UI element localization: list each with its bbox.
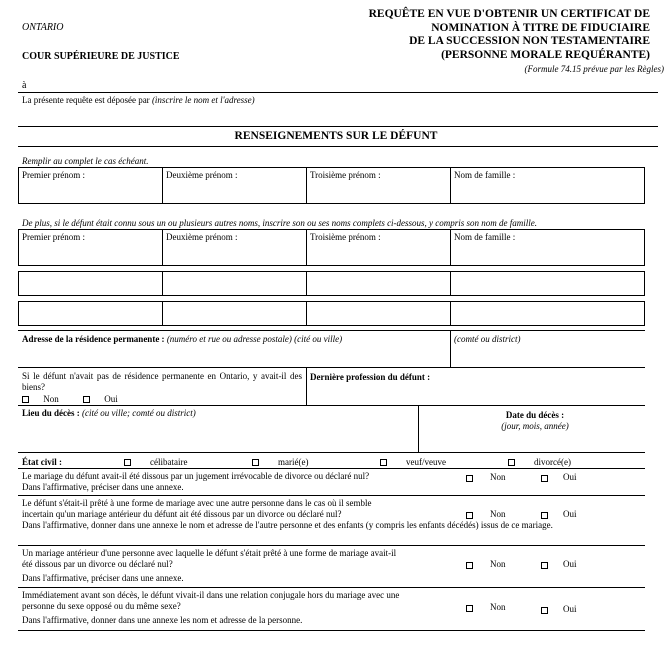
residence-field[interactable] [22, 334, 342, 345]
col-divider [306, 367, 307, 405]
deposit-line[interactable] [18, 126, 658, 127]
q3-yes-checkbox[interactable] [541, 562, 548, 569]
alias-last-name-field[interactable]: Nom de famille : [454, 232, 516, 242]
single-checkbox[interactable] [124, 459, 131, 466]
deposit-text: La présente requête est déposée par [22, 95, 150, 105]
form-title-line: NOMINATION À TITRE DE FIDUCIAIRE [431, 21, 650, 34]
property-answers [22, 394, 118, 405]
question-3-note: Dans l'affirmative, préciser dans une annexe. [22, 573, 184, 583]
deposit-label [22, 95, 255, 106]
q1-yes-label: Oui [563, 472, 577, 482]
alias-third-name-field[interactable]: Troisième prénom : [310, 232, 381, 242]
divorced-checkbox[interactable] [508, 459, 515, 466]
form-reference: (Formule 74.15 prévue par les Règles) [524, 64, 664, 74]
county-field[interactable]: (comté ou district) [454, 334, 521, 344]
col-divider [306, 301, 307, 326]
q2-yes-checkbox[interactable] [541, 512, 548, 519]
section-divider [18, 146, 658, 147]
a-label: à [22, 80, 27, 91]
q2-no-label: Non [490, 509, 506, 519]
residence-label: Adresse de la résidence permanente : [22, 334, 165, 344]
q1-no-label: Non [490, 472, 506, 482]
fill-instruction: Remplir au complet le cas échéant. [22, 156, 149, 166]
question-3-line-1: Un mariage antérieur d'une personne avec laquelle le défunt s'était prêté à une forme de mariage avait-il [22, 548, 397, 558]
profession-field[interactable]: Dernière profession du défunt : [310, 372, 431, 382]
col-divider [450, 301, 451, 326]
q4-yes-label: Oui [563, 604, 577, 614]
q3-no-label: Non [490, 559, 506, 569]
alias-name-row-3 [18, 301, 645, 326]
question-2-note: Dans l'affirmative, donner dans une annexe le nom et adresse de l'autre personne et des enfants (y compris les enfants décédés) issus de ce mariage. [22, 520, 553, 530]
col-divider [450, 330, 451, 367]
question-2-line-1: Le défunt s'était-il prêté à une forme de mariage avec une autre personne dans le cas où il semble [22, 498, 372, 508]
q2-bottom-line [18, 545, 645, 546]
q1-bottom-line [18, 495, 645, 496]
death-place-label: Lieu du décès : [22, 408, 80, 418]
property-no-checkbox[interactable] [22, 396, 29, 403]
court-name: COUR SUPÉRIEURE DE JUSTICE [22, 51, 180, 62]
form-title-line: DE LA SUCCESSION NON TESTAMENTAIRE [409, 35, 650, 47]
section-title: RENSEIGNEMENTS SUR LE DÉFUNT [234, 130, 438, 142]
q4-bottom-line [18, 630, 645, 631]
a-line[interactable] [18, 92, 658, 93]
alias-name-row-2 [18, 271, 645, 296]
form-title-line: REQUÊTE EN VUE D'OBTENIR UN CERTIFICAT DE [368, 8, 650, 20]
col-divider [162, 229, 163, 266]
civil-bottom-line [18, 468, 645, 469]
death-date-hint: (jour, mois, année) [501, 421, 569, 431]
province-label: ONTARIO [22, 22, 64, 33]
q3-yes-label: Oui [563, 559, 577, 569]
residence-bottom-line [18, 367, 645, 368]
question-3-line-2: été dissous par un divorce ou déclaré nul? [22, 559, 173, 569]
q2-no-checkbox[interactable] [466, 512, 473, 519]
q3-bottom-line [18, 587, 645, 588]
married-label: marié(e) [278, 457, 309, 467]
death-place-hint: (cité ou ville; comté ou district) [82, 408, 196, 418]
property-yes-checkbox[interactable] [83, 396, 90, 403]
death-bottom-line [18, 452, 645, 453]
property-yes-label: Oui [104, 394, 118, 404]
death-date-label[interactable]: Date du décès : [505, 410, 565, 420]
death-place-field[interactable] [22, 408, 196, 419]
residence-top-line [18, 330, 645, 331]
property-question: Si le défunt n'avait pas de résidence permanente en Ontario, y avait-il des biens? [22, 371, 302, 392]
question-4-line-1: Immédiatement avant son décès, le défunt vivait-il dans une relation conjugale hors du mariage avec une [22, 590, 400, 600]
col-divider [162, 301, 163, 326]
q2-yes-label: Oui [563, 509, 577, 519]
q1-no-checkbox[interactable] [466, 475, 473, 482]
form-title [310, 8, 650, 62]
q1-yes-checkbox[interactable] [541, 475, 548, 482]
question-1-note: Dans l'affirmative, préciser dans une annexe. [22, 482, 184, 492]
property-no-label: Non [43, 394, 59, 404]
deposit-hint: (inscrire le nom et l'adresse) [151, 95, 255, 105]
col-divider [418, 405, 419, 452]
q3-no-checkbox[interactable] [466, 562, 473, 569]
question-1-text: Le mariage du défunt avait-il été dissous par un jugement irrévocable de divorce ou déclaré nul? [22, 471, 370, 481]
third-name-field[interactable]: Troisième prénom : [310, 170, 381, 180]
property-bottom-line [18, 405, 645, 406]
col-divider [306, 229, 307, 266]
question-3 [22, 548, 462, 584]
col-divider [450, 167, 451, 204]
q4-no-checkbox[interactable] [466, 605, 473, 612]
q4-yes-checkbox[interactable] [541, 607, 548, 614]
question-2-line-2: incertain qu'un mariage antérieur du défunt ait été dissous par un divorce ou déclaré nul? [22, 509, 342, 519]
other-names-instruction: De plus, si le défunt était connu sous un ou plusieurs autres noms, inscrire son ou ses noms complets ci-dessous, y compris son nom de famille. [22, 218, 538, 228]
alias-second-name-field[interactable]: Deuxième prénom : [166, 232, 238, 242]
single-label: célibataire [150, 457, 188, 467]
question-1 [22, 471, 452, 493]
form-title-line: (PERSONNE MORALE REQUÉRANTE) [441, 48, 650, 61]
col-divider [306, 271, 307, 296]
col-divider [162, 271, 163, 296]
question-4-note: Dans l'affirmative, donner dans une annexe les nom et adresse de la personne. [22, 615, 303, 625]
residence-hint: (numéro et rue ou adresse postale) (cité ou ville) [166, 334, 343, 344]
first-name-field[interactable]: Premier prénom : [22, 170, 85, 180]
married-checkbox[interactable] [252, 459, 259, 466]
question-4 [22, 590, 462, 626]
question-4-line-2: personne du sexe opposé ou du même sexe? [22, 601, 181, 611]
civil-status-label: État civil : [22, 457, 62, 467]
widowed-label: veuf/veuve [406, 457, 446, 467]
alias-first-name-field[interactable]: Premier prénom : [22, 232, 85, 242]
second-name-field[interactable]: Deuxième prénom : [166, 170, 238, 180]
last-name-field[interactable]: Nom de famille : [454, 170, 516, 180]
q4-no-label: Non [490, 602, 506, 612]
col-divider [450, 229, 451, 266]
col-divider [306, 167, 307, 204]
col-divider [450, 271, 451, 296]
col-divider [162, 167, 163, 204]
widowed-checkbox[interactable] [380, 459, 387, 466]
divorced-label: divorcé(e) [534, 457, 571, 467]
